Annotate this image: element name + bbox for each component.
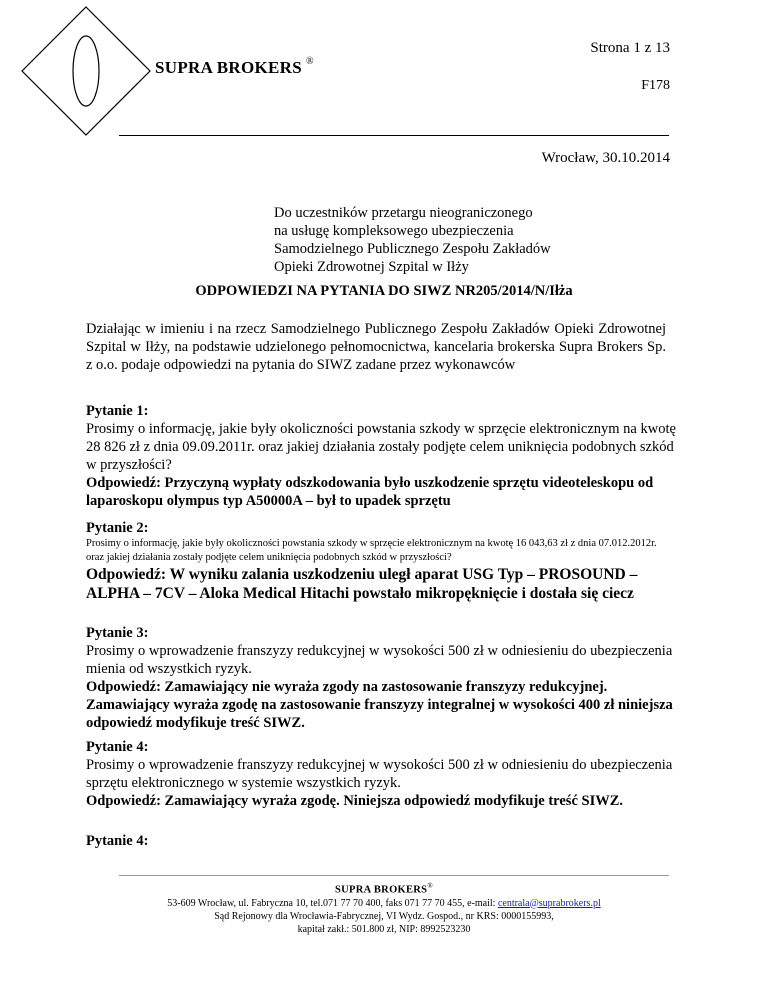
question-text: Prosimy o wprowadzenie franszyzy redukcyjnej w wysokości 500 zł w odniesieniu do ubezpieczenia mienia od wszystkich ryzyk. xyxy=(86,643,673,677)
addressee-line: na usługę kompleksowego ubezpieczenia xyxy=(274,223,514,239)
document-title: ODPOWIEDZI NA PYTANIA DO SIWZ NR205/2014/N/Iłża xyxy=(195,283,573,299)
answer-text: Odpowiedź: Zamawiający wyraża zgodę. Niniejsza odpowiedź modyfikuje treść SIWZ. xyxy=(86,793,624,809)
answer-text: Odpowiedź: Zamawiający nie wyraża zgody na zastosowanie franszyzy redukcyjnej. Zamawiający wyraża zgodę na zastosowanie franszyzy integralnej w wysokości 400 zł niniejsza odpowiedź modyfikuje treść SIWZ. xyxy=(86,679,673,731)
form-code: F178 xyxy=(641,78,670,93)
question-label: Pytanie 1: xyxy=(86,403,149,419)
intro-paragraph: Działając w imieniu i na rzecz Samodzielnego Publicznego Zespołu Zakładów Opieki Zdrowotnej Szpital w Iłży, na podstawie udzielonego pełnomocnictwa, kancelaria brokerska Supra Brokers Sp. z o.o. podaje odpowiedzi na pytania do SIWZ zadane przez wykonawców xyxy=(86,321,666,373)
question-block-2 xyxy=(86,519,676,603)
question-block-3 xyxy=(86,624,676,732)
footer xyxy=(0,880,768,936)
question-text: Prosimy o wprowadzenie franszyzy redukcyjnej w wysokości 500 zł w odniesieniu do ubezpieczenia sprzętu elektronicznego w systemie wszystkich ryzyk. xyxy=(86,757,673,791)
addressee-line: Opieki Zdrowotnej Szpital w Iłży xyxy=(274,259,469,275)
question-label: Pytanie 4: xyxy=(86,739,149,755)
question-text: Prosimy o informację, jakie były okoliczności powstania szkody w sprzęcie elektronicznym na kwotę 16 043,63 zł z dnia 07.012.2012r. oraz jakiej działania zostały podjęte celem uniknięcia podobnych szkód w przyszłości? xyxy=(86,538,657,563)
addressee-block xyxy=(274,204,551,276)
footer-brand: SUPRA BROKERS® xyxy=(335,882,433,896)
question-block-5 xyxy=(86,832,676,850)
answer-text: Odpowiedź: Przyczyną wypłaty odszkodowania było uszkodzenie sprzętu videoteleskopu od laparoskopu olympus typ A50000A – był to upadek sprzętu xyxy=(86,475,654,509)
date-line: Wrocław, 30.10.2014 xyxy=(541,150,670,166)
footer-address: 53-609 Wrocław, ul. Fabryczna 10, tel.071 77 70 400, faks 071 77 70 455, e-mail: centrala@suprabrokers.pl xyxy=(167,897,601,909)
page-number: Strona 1 z 13 xyxy=(590,40,670,56)
header-divider xyxy=(119,135,669,136)
answer-text: Odpowiedź: W wyniku zalania uszkodzeniu uległ aparat USG Typ – PROSOUND – ALPHA – 7CV – Aloka Medical Hitachi powstało mikropęknięcie i dostała się ciecz xyxy=(86,566,638,602)
question-label: Pytanie 4: xyxy=(86,833,149,849)
addressee-line: Do uczestników przetargu nieograniczonego xyxy=(274,205,533,221)
question-block-4 xyxy=(86,738,676,810)
footer-court: Sąd Rejonowy dla Wrocławia-Fabrycznej, VI Wydz. Gospod., nr KRS: 0000155993, xyxy=(214,910,554,922)
question-text: Prosimy o informację, jakie były okoliczności powstania szkody w sprzęcie elektronicznym na kwotę 28 826 zł z dnia 09.09.2011r. oraz jakiej działania zostały podjęte celem uniknięcia podobnych szkód w przyszłości? xyxy=(86,421,676,473)
supra-brokers-logo-icon xyxy=(20,5,152,137)
footer-divider xyxy=(119,875,669,876)
brand-name: SUPRA BROKERS ® xyxy=(155,56,314,77)
footer-capital: kapitał zakł.: 501.800 zł, NIP: 8992523230 xyxy=(297,923,471,935)
question-block-1 xyxy=(86,402,676,510)
question-label: Pytanie 2: xyxy=(86,520,149,536)
question-label: Pytanie 3: xyxy=(86,625,149,641)
email-link[interactable]: centrala@suprabrokers.pl xyxy=(497,897,601,909)
addressee-line: Samodzielnego Publicznego Zespołu Zakładów xyxy=(274,241,551,257)
